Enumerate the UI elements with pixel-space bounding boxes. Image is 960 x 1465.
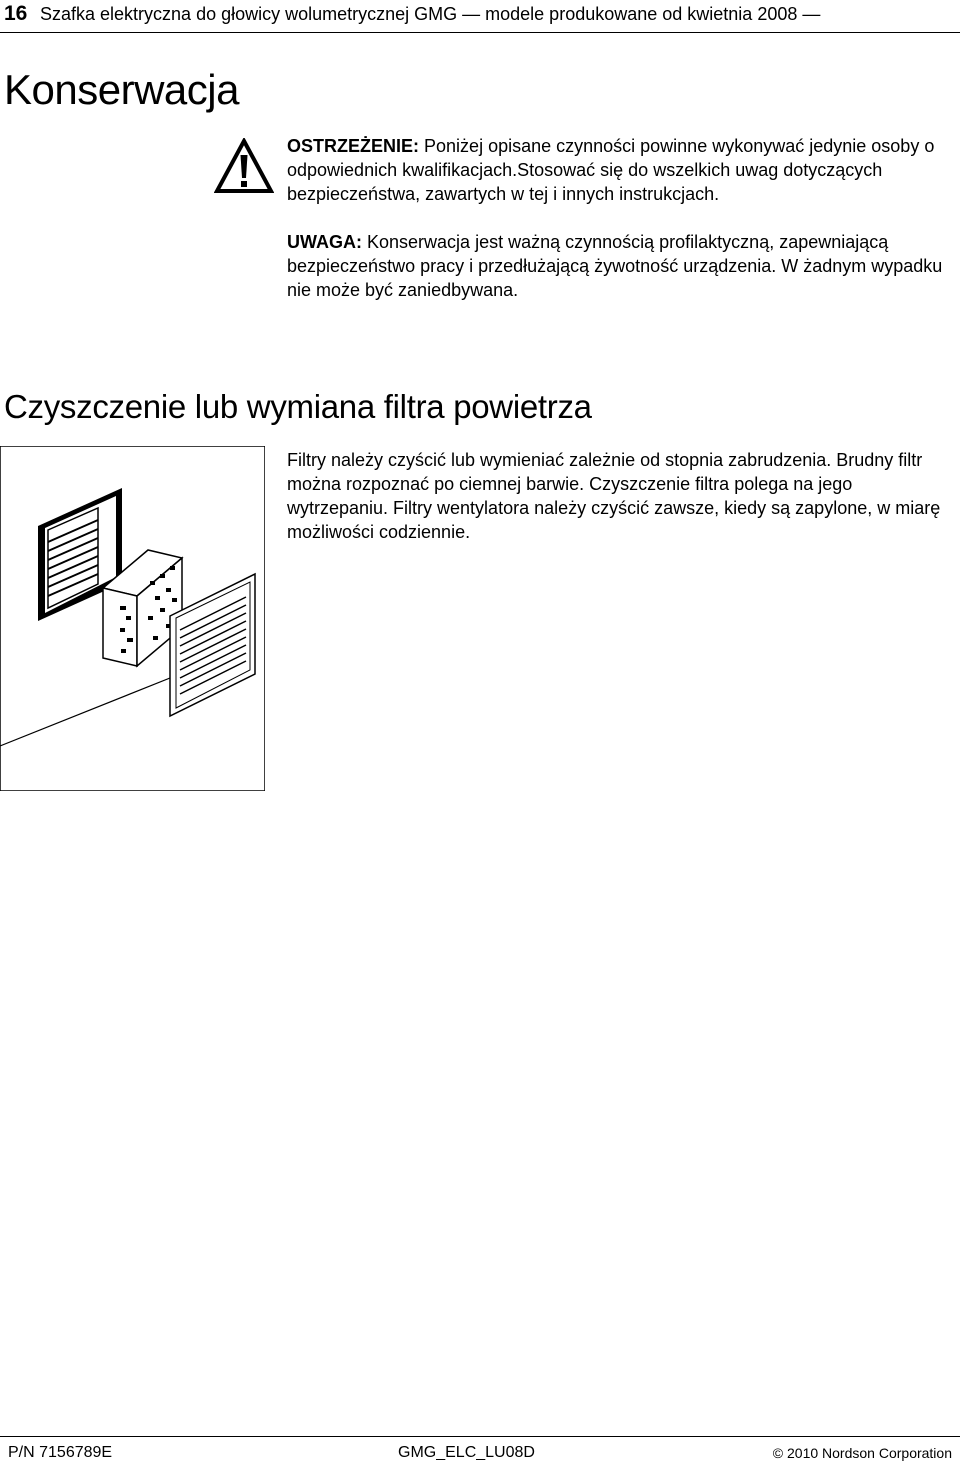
warning-label: OSTRZEŻENIE:: [287, 136, 420, 156]
note-label: UWAGA:: [287, 232, 362, 252]
warning-triangle-icon: [214, 138, 274, 194]
warning-paragraph: [287, 134, 957, 206]
air-filter-illustration: [0, 446, 265, 791]
header-rule: [0, 32, 960, 33]
warning-text: Poniżej opisane czynności powinne wykonywać jedynie osoby o odpowiednich kwalifikacjach.Stosować się do wszelkich uwag dotyczących bezpieczeństwa, zawartych w tej i innych instrukcjach.: [287, 136, 935, 204]
running-title: Szafka elektryczna do głowicy wolumetrycznej GMG — modele produkowane od kwietnia 2008 —: [40, 4, 821, 24]
section-title-filter: Czyszczenie lub wymiana filtra powietrza: [4, 388, 592, 425]
page-header: [0, 0, 960, 30]
part-number: P/N 7156789E: [8, 1444, 113, 1461]
copyright: © 2010 Nordson Corporation: [772, 1445, 952, 1461]
section-title-maintenance: Konserwacja: [4, 66, 239, 113]
note-text: Konserwacja jest ważną czynnością profilaktyczną, zapewniającą bezpieczeństwo pracy i przedłużającą żywotność urządzenia. W żadnym wypadku nie może być zaniedbywana.: [287, 232, 943, 300]
filter-paragraph: Filtry należy czyścić lub wymieniać zależnie od stopnia zabrudzenia. Brudny filtr można rozpoznać po ciemnej barwie. Czyszczenie filtra polega na jego wytrzepaniu. Filtry wentylatora należy czyścić zawsze, kiedy są zapylone, w miarę możliwości codziennie.: [287, 450, 941, 542]
footer-rule: [0, 1436, 960, 1437]
note-paragraph: [287, 230, 957, 302]
document-code: GMG_ELC_LU08D: [398, 1444, 535, 1461]
page-number: 16: [4, 2, 28, 25]
